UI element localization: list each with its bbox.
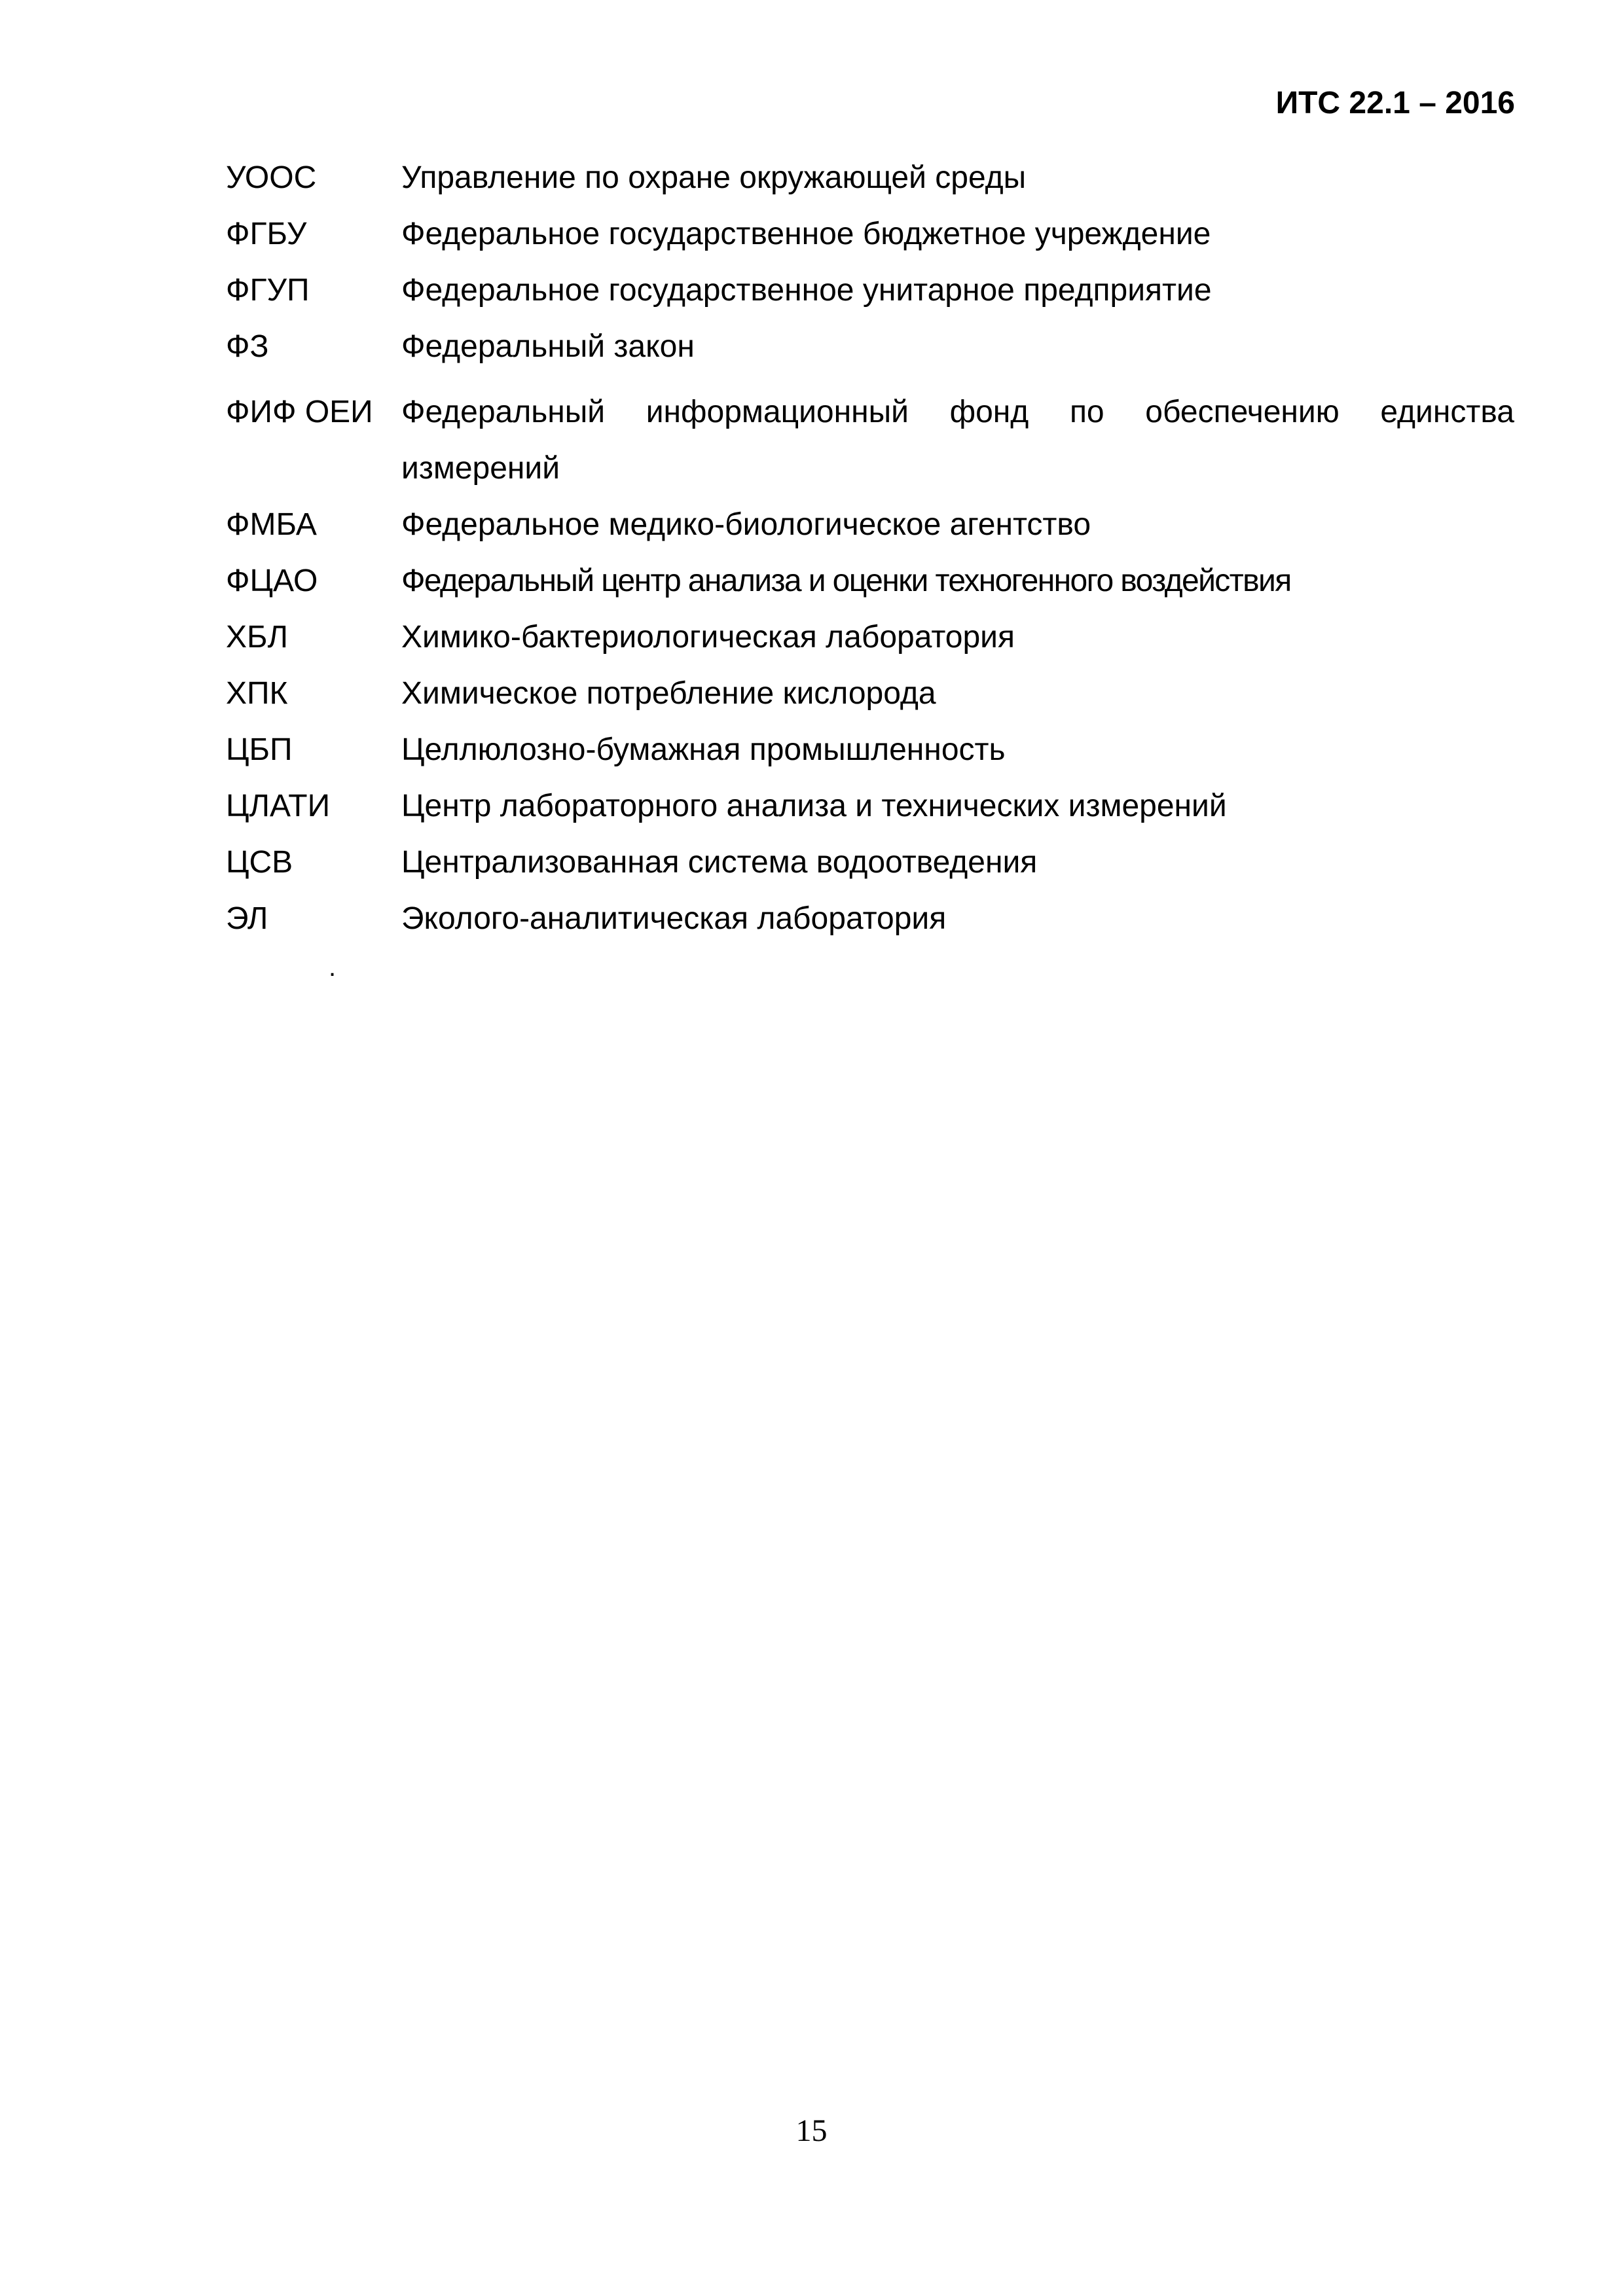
abbreviation-term: ЦБП [226,732,293,767]
abbreviation-definition: Федеральный закон [401,329,695,364]
abbreviation-row [226,834,1514,891]
abbreviation-row [226,319,1514,375]
abbreviation-definition: Централизованная система водоотведения [401,845,1038,880]
document-code-header: ИТС 22.1 – 2016 [1275,86,1515,120]
abbreviation-definition: Федеральное медико-биологическое агентство [401,507,1091,542]
abbreviation-term: ФЗ [226,329,269,364]
abbreviation-definition: Центр лабораторного анализа и технических измерений [401,789,1227,823]
abbreviation-term: ФМБА [226,507,317,542]
abbreviation-definition: Федеральный центр анализа и оценки техногенного воздействия [401,564,1291,598]
abbreviation-term: ФЦАО [226,564,318,598]
abbreviation-row [226,262,1514,319]
abbreviation-definition: Федеральный информационный фонд по обеспечению единства измерений [401,395,1514,486]
page-number: 15 [795,2113,828,2148]
abbreviation-term: ФГУП [226,273,310,308]
abbreviations-list [226,150,1514,947]
abbreviation-term: ФГБУ [226,217,307,251]
abbreviation-row [226,150,1514,206]
abbreviation-row [226,384,1514,497]
abbreviation-row [226,497,1514,553]
abbreviation-term: ФИФ ОЕИ [226,395,373,429]
abbreviation-row [226,553,1514,609]
abbreviation-row [226,722,1514,778]
abbreviation-definition: Целлюлозно-бумажная промышленность [401,732,1006,767]
abbreviation-definition: Эколого-аналитическая лаборатория [401,901,947,936]
abbreviation-definition: Федеральное государственное бюджетное учреждение [401,217,1211,251]
abbreviation-definition: Управление по охране окружающей среды [401,160,1027,195]
abbreviation-definition: Химическое потребление кислорода [401,676,936,711]
abbreviation-definition: Химико-бактериологическая лаборатория [401,620,1015,655]
abbreviation-definition: Федеральное государственное унитарное предприятие [401,273,1212,308]
abbreviation-term: ЭЛ [226,901,268,936]
abbreviation-row [226,609,1514,666]
abbreviation-term: ХПК [226,676,288,711]
abbreviation-term: ХБЛ [226,620,289,655]
abbreviation-term: УООС [226,160,317,195]
abbreviation-term: ЦСВ [226,845,293,880]
abbreviation-row [226,206,1514,262]
stray-dot: . [329,953,337,982]
abbreviation-row [226,778,1514,834]
abbreviation-term: ЦЛАТИ [226,789,331,823]
abbreviation-row [226,666,1514,722]
abbreviation-row [226,891,1514,947]
